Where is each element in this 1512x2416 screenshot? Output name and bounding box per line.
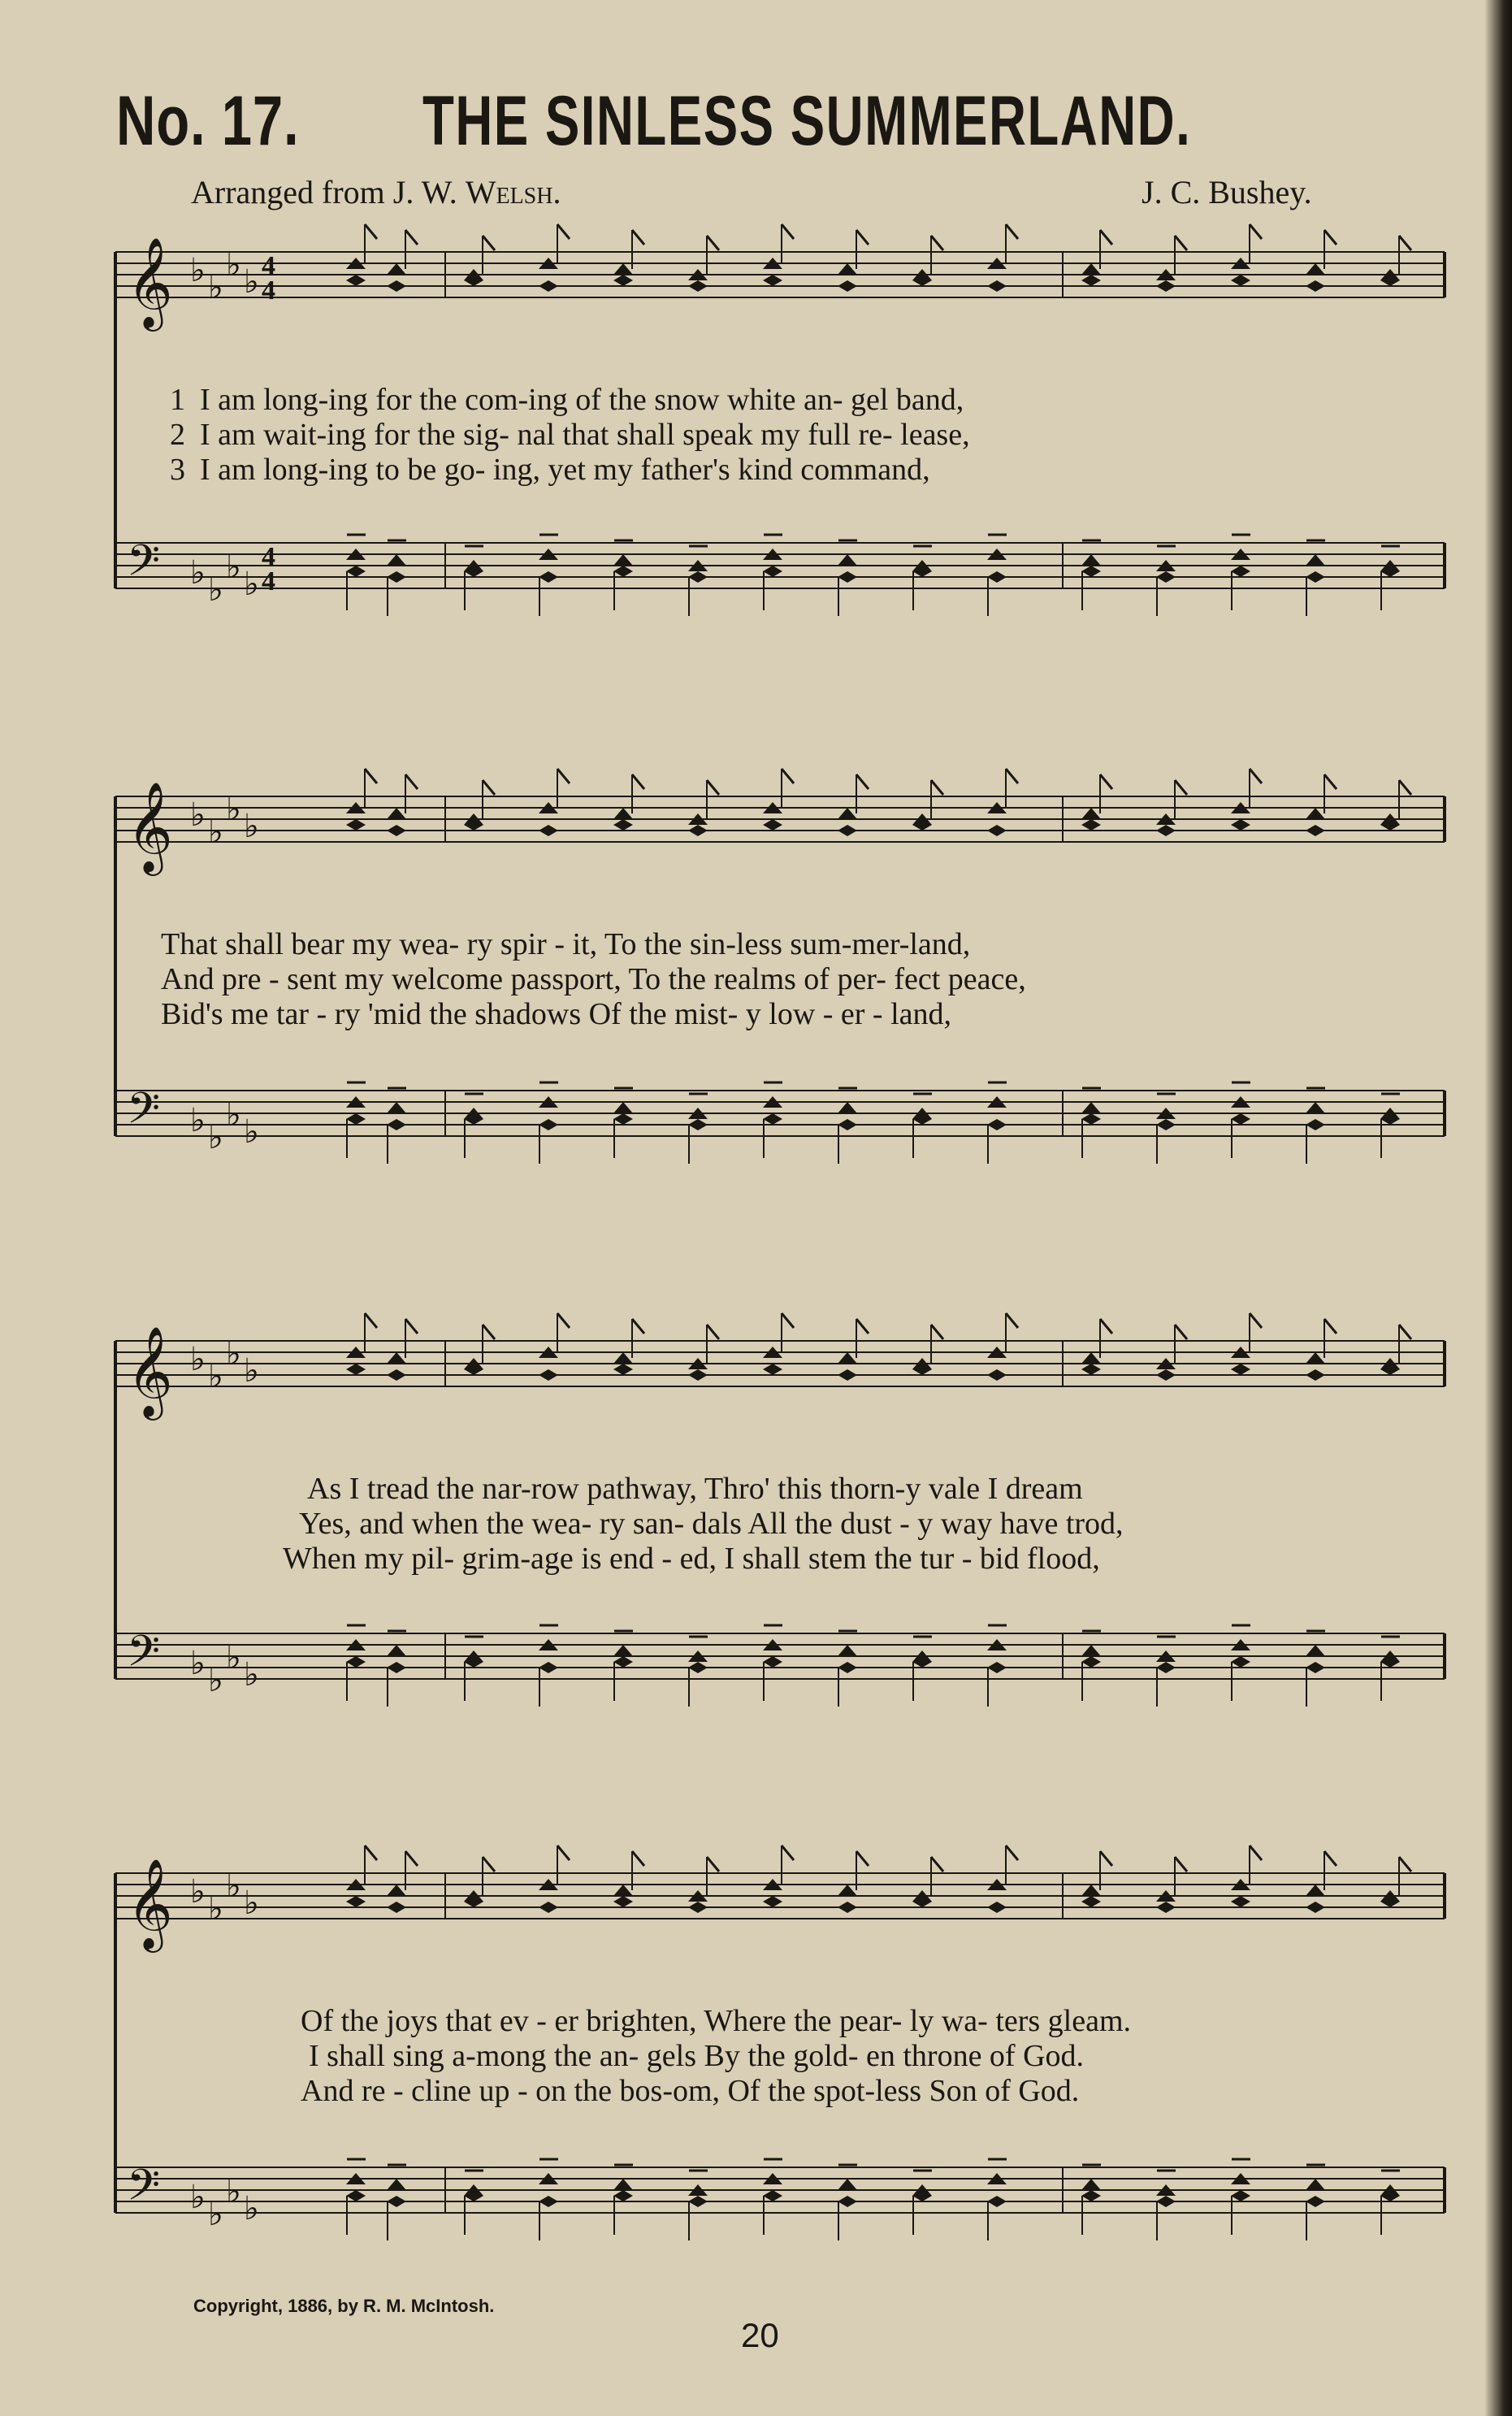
bass-staff (115, 535, 1445, 616)
lyric-verse-3 (161, 996, 1498, 1032)
shape-note (1081, 275, 1101, 286)
shape-note (688, 1119, 708, 1130)
shape-note (1231, 566, 1250, 577)
shape-note (838, 263, 857, 275)
shape-note (1306, 571, 1325, 583)
shape-note (387, 263, 406, 275)
shape-note (346, 819, 366, 831)
music-system-1 (112, 236, 1449, 634)
shape-note (1306, 808, 1325, 819)
shape-note (838, 1902, 857, 1913)
shape-note (1380, 2190, 1400, 2201)
shape-note (1231, 819, 1250, 831)
shape-note (464, 819, 483, 831)
shape-note (1306, 1352, 1325, 1364)
music-system-2 (112, 781, 1449, 1178)
shape-note (387, 280, 406, 292)
shape-note (346, 275, 366, 286)
flat-icon: ♭ (190, 1102, 206, 1139)
shape-note (1306, 554, 1325, 566)
shape-note (539, 825, 558, 836)
shape-note (1380, 275, 1400, 286)
shape-note (1380, 1896, 1400, 1907)
shape-note (838, 1102, 857, 1113)
shape-note (613, 1645, 633, 1656)
flat-icon: ♭ (208, 1662, 223, 1699)
bass-clef-icon: 𝄢 (127, 2161, 161, 2221)
lyric-line: I am long-ing for the com-ing of the snow white an- gel band, (200, 383, 964, 417)
flat-icon: ♭ (190, 1873, 206, 1911)
flat-icon: ♭ (244, 263, 259, 301)
shape-note (987, 571, 1007, 583)
shape-note (838, 2179, 857, 2190)
shape-note (1081, 1885, 1101, 1896)
shape-note (912, 2190, 932, 2201)
bass-clef-icon: 𝄢 (127, 1084, 161, 1144)
flat-icon: ♭ (208, 571, 223, 609)
time-signature-bottom: 4 (262, 566, 275, 596)
shape-note (912, 819, 932, 831)
lyric-verse-3 (112, 452, 1449, 488)
page-number: 20 (741, 2316, 779, 2354)
shape-note (1380, 1113, 1400, 1125)
shape-note (838, 280, 857, 292)
flat-icon: ♭ (226, 2173, 241, 2210)
time-signature-bottom: 4 (262, 275, 275, 306)
shape-note (464, 566, 483, 577)
lyric-verse-1 (161, 926, 1498, 962)
flat-icon: ♭ (244, 1113, 259, 1151)
shape-note (1380, 566, 1400, 577)
bass-staff (115, 1082, 1445, 1164)
shape-note (1231, 1364, 1250, 1375)
shape-note (912, 1364, 932, 1375)
shape-note (539, 1902, 558, 1913)
shape-note (464, 2190, 483, 2201)
lyric-verse-1 (301, 2003, 1512, 2039)
flat-icon: ♭ (208, 1119, 223, 1156)
flat-icon: ♭ (208, 1890, 223, 1928)
shape-note (1306, 825, 1325, 836)
shape-note (1156, 280, 1176, 292)
lyric-verse-2 (299, 1506, 1512, 1542)
shape-note (1081, 1896, 1101, 1907)
shape-note (838, 825, 857, 836)
shape-note (1156, 1369, 1176, 1381)
shape-note (1081, 1645, 1101, 1656)
shape-note (987, 1369, 1007, 1381)
flat-icon: ♭ (244, 808, 259, 845)
shape-note (912, 1896, 932, 1907)
shape-note (387, 808, 406, 819)
flat-icon: ♭ (226, 1639, 241, 1676)
shape-note (387, 2196, 406, 2207)
shape-note (1081, 808, 1101, 819)
shape-note (912, 1656, 932, 1668)
shape-note (1081, 2179, 1101, 2190)
treble-clef-icon: 𝄞 (127, 236, 173, 327)
shape-note (838, 1645, 857, 1656)
shape-note (1306, 263, 1325, 275)
shape-note (763, 1896, 782, 1907)
shape-note (613, 275, 633, 286)
time-signature-top: 4 (262, 251, 275, 281)
flat-icon: ♭ (226, 1335, 241, 1373)
bass-staff (115, 1625, 1445, 1707)
shape-note (987, 1119, 1007, 1130)
flat-icon: ♭ (226, 246, 241, 284)
shape-note (613, 808, 633, 819)
music-system-3 (112, 1325, 1449, 1723)
flat-icon: ♭ (244, 1885, 259, 1922)
shape-note (1081, 1352, 1101, 1364)
lyric-verse-2 (161, 961, 1498, 997)
shape-note (464, 1364, 483, 1375)
shape-note (1156, 571, 1176, 583)
music-system-4 (112, 1858, 1449, 2255)
shape-note (763, 1364, 782, 1375)
flat-icon: ♭ (244, 2190, 259, 2227)
shape-note (1156, 2196, 1176, 2207)
shape-note (688, 571, 708, 583)
flat-icon: ♭ (208, 2196, 223, 2233)
shape-note (387, 2179, 406, 2190)
shape-note (763, 275, 782, 286)
shape-note (1081, 554, 1101, 566)
shape-note (387, 1119, 406, 1130)
shape-note (688, 825, 708, 836)
shape-note (987, 825, 1007, 836)
bass-staff (115, 2159, 1445, 2240)
shape-note (539, 1369, 558, 1381)
shape-note (387, 554, 406, 566)
shape-note (912, 566, 932, 577)
flat-icon: ♭ (244, 1656, 259, 1694)
shape-note (688, 1369, 708, 1381)
shape-note (387, 1102, 406, 1113)
shape-note (1231, 1113, 1250, 1125)
shape-note (1081, 1102, 1101, 1113)
shape-note (613, 1102, 633, 1113)
lyric-line: I am wait-ing for the sig- nal that shall speak my full re- lease, (200, 418, 970, 452)
shape-note (613, 1113, 633, 1125)
lyric-line: Yes, and when the wea- ry san- dals All the dust - y way have trod, (299, 1507, 1124, 1541)
shape-note (987, 280, 1007, 292)
shape-note (838, 571, 857, 583)
shape-note (464, 1896, 483, 1907)
lyric-line: I shall sing a-mong the an- gels By the gold- en throne of God. (309, 2039, 1085, 2073)
shape-note (838, 1885, 857, 1896)
shape-note (1081, 2190, 1101, 2201)
lyric-verse-2 (309, 2038, 1512, 2074)
shape-note (387, 1662, 406, 1673)
shape-note (539, 280, 558, 292)
bass-clef-icon: 𝄢 (127, 1627, 161, 1687)
lyric-line: That shall bear my wea- ry spir - it, To the sin-less sum-mer-land, (161, 927, 971, 961)
treble-clef-icon: 𝄞 (127, 781, 173, 872)
shape-note (1306, 2196, 1325, 2207)
shape-note (387, 1902, 406, 1913)
shape-note (1231, 2190, 1250, 2201)
lyric-line: And pre - sent my welcome passport, To the realms of per- fect peace, (161, 962, 1026, 996)
treble-staff (115, 1313, 1445, 1421)
treble-staff (115, 1846, 1445, 1953)
treble-clef-icon: 𝄞 (127, 1325, 173, 1416)
flat-icon: ♭ (190, 554, 206, 592)
shape-note (346, 1364, 366, 1375)
shape-note (346, 566, 366, 577)
shape-note (387, 1885, 406, 1896)
shape-note (613, 554, 633, 566)
shape-note (387, 825, 406, 836)
shape-note (987, 1662, 1007, 1673)
treble-clef-icon: 𝄞 (127, 1858, 173, 1949)
shape-note (763, 1656, 782, 1668)
shape-note (346, 1896, 366, 1907)
lyric-verse-2 (112, 417, 1449, 453)
treble-staff (115, 224, 1445, 332)
shape-note (613, 1885, 633, 1896)
shape-note (1380, 1364, 1400, 1375)
flat-icon: ♭ (190, 2179, 206, 2216)
flat-icon: ♭ (226, 1096, 241, 1134)
shape-note (613, 2190, 633, 2201)
shape-note (613, 1364, 633, 1375)
shape-note (1306, 1885, 1325, 1896)
shape-note (763, 1113, 782, 1125)
shape-note (688, 1902, 708, 1913)
shape-note (1380, 819, 1400, 831)
flat-icon: ♭ (244, 1352, 259, 1390)
shape-note (613, 566, 633, 577)
shape-note (1306, 280, 1325, 292)
lyric-verse-3 (301, 2073, 1512, 2109)
flat-icon: ♭ (208, 813, 223, 851)
shape-note (838, 2196, 857, 2207)
copyright-notice: Copyright, 1886, by R. M. McIntosh. (193, 2296, 495, 2316)
flat-icon: ♭ (244, 566, 259, 603)
shape-note (1306, 1369, 1325, 1381)
lyric-line: As I tread the nar-row pathway, Thro' this thorn-y vale I dream (307, 1472, 1083, 1506)
hymn-title: THE SINLESS SUMMERLAND. (422, 82, 1192, 160)
flat-icon: ♭ (226, 549, 241, 586)
shape-note (1306, 1102, 1325, 1113)
shape-note (912, 275, 932, 286)
shape-note (387, 1369, 406, 1381)
lyric-verse-3 (283, 1541, 1512, 1577)
shape-note (346, 1113, 366, 1125)
lyric-verse-1 (112, 382, 1449, 418)
shape-note (912, 1113, 932, 1125)
shape-note (613, 263, 633, 275)
arranger-prefix: Arranged from J. W. (191, 174, 457, 210)
shape-note (987, 1902, 1007, 1913)
arranger-name: Welsh. (465, 174, 561, 210)
shape-note (613, 1896, 633, 1907)
shape-note (688, 280, 708, 292)
shape-note (838, 1662, 857, 1673)
shape-note (1156, 825, 1176, 836)
shape-note (613, 819, 633, 831)
shape-note (613, 1352, 633, 1364)
shape-note (1306, 1662, 1325, 1673)
shape-note (1306, 1119, 1325, 1130)
shape-note (1380, 1656, 1400, 1668)
flat-icon: ♭ (226, 1867, 241, 1905)
shape-note (1081, 263, 1101, 275)
flat-icon: ♭ (208, 1358, 223, 1395)
hymn-number: No. 17. (116, 82, 300, 160)
shape-note (763, 2190, 782, 2201)
shape-note (1231, 1656, 1250, 1668)
shape-note (1081, 566, 1101, 577)
shape-note (688, 1662, 708, 1673)
time-signature-top: 4 (262, 542, 275, 572)
shape-note (987, 2196, 1007, 2207)
shape-note (1231, 1896, 1250, 1907)
shape-note (1156, 1902, 1176, 1913)
shape-note (838, 808, 857, 819)
shape-note (1306, 1645, 1325, 1656)
shape-note (613, 2179, 633, 2190)
composer-credit: J. C. Bushey. (1142, 174, 1312, 210)
shape-note (1156, 1662, 1176, 1673)
shape-note (1306, 2179, 1325, 2190)
verse-number: 1 (170, 383, 185, 417)
shape-note (838, 554, 857, 566)
shape-note (1156, 1119, 1176, 1130)
shape-note (539, 571, 558, 583)
shape-note (387, 571, 406, 583)
shape-note (539, 1662, 558, 1673)
lyric-line: I am long-ing to be go- ing, yet my father's kind command, (200, 453, 930, 487)
shape-note (346, 2190, 366, 2201)
arranger-credit (191, 173, 561, 211)
lyric-line: And re - cline up - on the bos-om, Of the spot-less Son of God. (301, 2074, 1080, 2108)
shape-note (464, 1656, 483, 1668)
lyric-line: When my pil- grim-age is end - ed, I shall stem the tur - bid flood, (283, 1542, 1100, 1576)
lyric-line: Of the joys that ev - er brighten, Where the pear- ly wa- ters gleam. (301, 2004, 1132, 2038)
shape-note (763, 819, 782, 831)
shape-note (838, 1369, 857, 1381)
flat-icon: ♭ (190, 796, 206, 834)
treble-staff (115, 769, 1445, 876)
shape-note (346, 1656, 366, 1668)
shape-note (688, 2196, 708, 2207)
shape-note (387, 1645, 406, 1656)
shape-note (1081, 1364, 1101, 1375)
verse-number: 2 (170, 418, 185, 452)
flat-icon: ♭ (190, 252, 206, 289)
shape-note (1081, 819, 1101, 831)
lyric-verse-1 (307, 1471, 1512, 1507)
shape-note (1231, 275, 1250, 286)
flat-icon: ♭ (190, 1645, 206, 1682)
flat-icon: ♭ (226, 791, 241, 828)
shape-note (464, 275, 483, 286)
shape-note (1081, 1113, 1101, 1125)
bass-clef-icon: 𝄢 (127, 536, 161, 596)
shape-note (838, 1352, 857, 1364)
shape-note (1306, 1902, 1325, 1913)
verse-number: 3 (170, 453, 185, 487)
shape-note (613, 1656, 633, 1668)
flat-icon: ♭ (208, 269, 223, 306)
lyric-line: Bid's me tar - ry 'mid the shadows Of the mist- y low - er - land, (161, 997, 952, 1031)
shape-note (1081, 1656, 1101, 1668)
shape-note (464, 1113, 483, 1125)
shape-note (539, 1119, 558, 1130)
shape-note (763, 566, 782, 577)
flat-icon: ♭ (190, 1341, 206, 1378)
shape-note (539, 2196, 558, 2207)
shape-note (838, 1119, 857, 1130)
shape-note (387, 1352, 406, 1364)
